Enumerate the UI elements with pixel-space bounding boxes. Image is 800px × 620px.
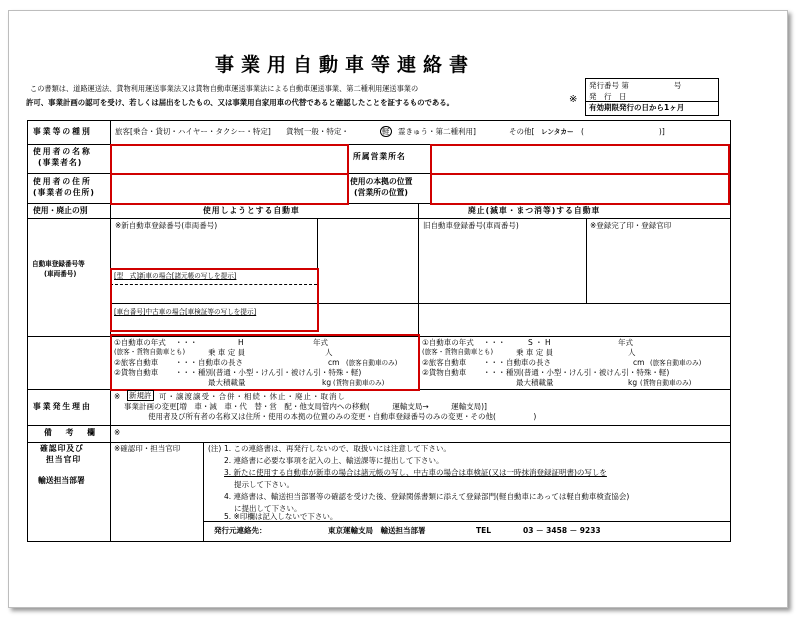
business-type-passenger[interactable]: 旅客[乗合・貸切・ハイヤー・タクシー・特定] bbox=[115, 127, 271, 136]
length-label-use: 自動車の長さ bbox=[198, 358, 243, 367]
year-unit-use: 年式 bbox=[313, 338, 328, 347]
max-load-label-use: 最大積載量 bbox=[208, 378, 246, 387]
issuer-name: 東京運輸支局 輸送担当部署 bbox=[328, 526, 426, 535]
dots-6: ・・・ bbox=[483, 368, 506, 377]
reason-mark: ※ bbox=[114, 392, 121, 401]
capacity-label-abolish: 乗 車 定 員 bbox=[516, 348, 554, 357]
note-4: 4. 連絡書は、輸送担当部署等の確認を受けた後、登録関係書類に添えて登録部門(軽自動車にあっては軽自動車検査協会) bbox=[224, 492, 630, 501]
issuer-label: 発行元連絡先： bbox=[214, 526, 267, 535]
year-sub-abolish: (旅客・貨物自動車とも) bbox=[422, 348, 494, 356]
bus-label-abolish: ②旅客自動車 bbox=[422, 358, 467, 367]
capacity-unit-abolish: 人 bbox=[628, 348, 636, 357]
business-type-other-paren: ( )] bbox=[581, 127, 665, 136]
reason-line-2[interactable]: 事業計画の変更[増 車・減 車・代 替・営 配・他支局管内への移動( 運輸支局→ 運輸支局)] bbox=[124, 402, 487, 411]
affiliated-office-label: 所属営業所名 bbox=[353, 152, 406, 161]
length-unit-use: cm bbox=[328, 358, 340, 367]
bus-only-use: (旅客自動車のみ) bbox=[346, 359, 398, 367]
abolish-vehicle-header: 廃止(減車・まつ消等)する自動車 bbox=[468, 206, 601, 215]
reason-line-3[interactable]: 使用者及び所有者の名称又は住所・使用の本拠の位置のみの変更・自動車登録番号のみの変更・その他( ) bbox=[148, 412, 537, 421]
business-type-other[interactable]: その他[ bbox=[509, 127, 535, 136]
type-label-use: 種別(普通・小型・けん引・被けん引・特殊・軽) bbox=[198, 368, 362, 377]
remarks-mark: ※ bbox=[114, 428, 121, 437]
note-1: 1. この連絡書は、再発行しないので、取扱いには注意して下さい。 bbox=[224, 444, 451, 453]
form-title: 事業用自動車等連絡書 bbox=[215, 54, 476, 76]
issue-number: 発行番号 第 号 bbox=[589, 81, 682, 90]
user-address-sub: (事業者の住所) bbox=[33, 188, 95, 197]
user-name-sub: (事業者名) bbox=[38, 158, 83, 167]
dots-5: ・・・ bbox=[483, 358, 506, 367]
model-new-car[interactable]: [型 式]新車の場合[諸元帳の写しを提示] bbox=[114, 272, 237, 280]
year-sub-use: (旅客・貨物自動車とも) bbox=[114, 348, 186, 356]
length-label-abolish: 自動車の長さ bbox=[506, 358, 551, 367]
capacity-unit-use: 人 bbox=[325, 348, 333, 357]
length-unit-abolish: cm bbox=[633, 358, 645, 367]
confirm-stamp: ※確認印・担当官印 bbox=[114, 444, 181, 453]
confirm-label-3: 輸送担当部署 bbox=[38, 476, 85, 485]
issue-box bbox=[585, 78, 719, 116]
note-3b: 提示して下さい。 bbox=[234, 480, 294, 489]
truck-only-use: (貨物自動車のみ) bbox=[333, 379, 385, 387]
old-registration-number[interactable]: 旧自動車登録番号(車両番号) bbox=[423, 221, 519, 230]
form-table bbox=[27, 120, 731, 542]
era-use[interactable]: H bbox=[238, 338, 244, 347]
tel-number: 03 － 3458 － 9233 bbox=[523, 526, 601, 535]
registration-complete-stamp: ※登録完了印・登録官印 bbox=[590, 221, 672, 230]
business-type-rental[interactable]: レンタカー bbox=[541, 128, 574, 136]
business-type-cargo[interactable]: 貨物[一般・特定・ bbox=[286, 127, 349, 136]
intro-line-1: この書類は、道路運送法、貨物利用運送事業法又は貨物自動車運送事業法による自動車運送事業、第二種利用運送事業の bbox=[30, 84, 419, 93]
issue-mark: ※ bbox=[569, 94, 578, 105]
base-location-sub: (営業所の位置) bbox=[354, 188, 408, 197]
bus-only-abolish: (旅客自動車のみ) bbox=[650, 359, 702, 367]
new-registration-number[interactable]: ※新自動車登録番号(車両番号) bbox=[115, 221, 218, 230]
reason-new-permit[interactable]: 新規許 bbox=[129, 391, 152, 400]
note-4b: に提出して下さい。 bbox=[234, 504, 302, 513]
dots-1: ・・・ bbox=[175, 338, 198, 347]
issue-validity: 有効期限発行の日から1ヶ月 bbox=[586, 101, 718, 113]
confirm-label-2: 担当官印 bbox=[46, 455, 82, 464]
usage-type-label: 使用・廃止の別 bbox=[33, 206, 88, 215]
tel-label: TEL bbox=[476, 526, 492, 535]
era-abolish[interactable]: S ・ H bbox=[528, 338, 551, 347]
load-unit-use: kg bbox=[322, 378, 332, 387]
business-type-kei-circled[interactable]: 軽 bbox=[382, 127, 390, 136]
capacity-label-use: 乗 車 定 員 bbox=[208, 348, 246, 357]
note-3: 3. 新たに使用する自動車が新車の場合は諸元帳の写し、中古車の場合は車検証(又は一時抹消登録証明書)の写しを bbox=[224, 468, 607, 477]
business-type-hearse[interactable]: 霊きゅう・第二種利用] bbox=[398, 127, 476, 136]
registration-sub: (車両番号) bbox=[44, 270, 77, 278]
load-unit-abolish: kg bbox=[628, 378, 638, 387]
note-5: 5. ※印欄は記入しないで下さい。 bbox=[224, 512, 338, 521]
business-type-label: 事業等の種別 bbox=[33, 127, 92, 136]
remarks-label: 備 考 欄 bbox=[44, 428, 98, 437]
dots-4: ・・・ bbox=[483, 338, 506, 347]
year-label-abolish: ①自動車の年式 bbox=[422, 338, 474, 347]
truck-label-abolish: ②貨物自動車 bbox=[422, 368, 467, 377]
year-label-use: ①自動車の年式 bbox=[114, 338, 166, 347]
intro-line-2: 許可、事業計画の認可を受け、若しくは届出をしたもの、又は事業用自家用車の代替であると確認したことを証するものである。 bbox=[26, 98, 455, 107]
truck-label-use: ②貨物自動車 bbox=[114, 368, 159, 377]
issue-date: 発 行 日 bbox=[589, 92, 627, 101]
user-name-label: 使用者の名称 bbox=[33, 147, 92, 156]
chassis-used-car[interactable]: [車台番号]中古車の場合[車検証等の写しを提示] bbox=[114, 308, 257, 316]
note-2: 2. 連絡書に必要な事項を記入の上、輸送課等に提出して下さい。 bbox=[224, 456, 444, 465]
use-vehicle-header: 使用しようとする自動車 bbox=[203, 206, 300, 215]
note-head: (注) bbox=[208, 444, 222, 453]
bus-label-use: ②旅客自動車 bbox=[114, 358, 159, 367]
reason-line-1[interactable]: 可・譲渡譲受・合併・相続・休止・廃止・取消し bbox=[159, 392, 346, 401]
truck-only-abolish: (貨物自動車のみ) bbox=[640, 379, 692, 387]
base-location-label: 使用の本拠の位置 bbox=[350, 177, 413, 186]
dots-2: ・・・ bbox=[175, 358, 198, 367]
registration-label: 自動車登録番号等 bbox=[32, 260, 85, 268]
confirm-label-1: 確認印及び bbox=[40, 444, 84, 453]
year-unit-abolish: 年式 bbox=[618, 338, 633, 347]
type-label-abolish: 種別(普通・小型・けん引・被けん引・特殊・軽) bbox=[506, 368, 670, 377]
user-address-label: 使用者の住所 bbox=[33, 177, 92, 186]
dots-3: ・・・ bbox=[175, 368, 198, 377]
reason-label: 事業発生理由 bbox=[33, 402, 92, 411]
max-load-label-abolish: 最大積載量 bbox=[516, 378, 554, 387]
